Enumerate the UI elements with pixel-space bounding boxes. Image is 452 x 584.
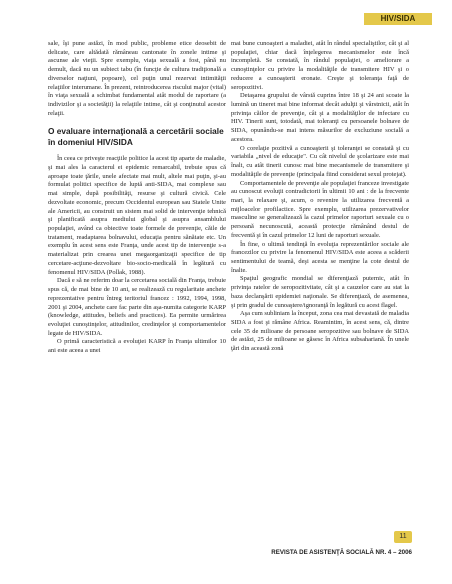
paragraph: Detaşarea grupului de vârstă cuprins între 18 şi 24 ani scoate la lumină un tineret mai bine informat decât adulţii şi vârstnicii, atât în privinţa căilor de prevenţie, cât şi a modalităţilor de infectare cu HIV. Tinerii sunt, totodată, mai toleranţi cu persoanele bolnave de SIDA, opunându-se mai intens măsurilor de excluziune socială a acestora.	[231, 92, 409, 143]
paragraph: Spaţiul geografic mondial se diferenţiază puternic, atât în privinţa ratelor de seropozitivitate, cât şi a cauzelor care au stat la baza declanşării epidemiei naţionale. Se diferenţiază, de asemenea, şi prin gradul de cunoaştere/ignoranţă în legătură cu acest flagel.	[231, 275, 409, 309]
paragraph: O corelaţie pozitivă a cunoaşterii şi toleranţei se constată şi cu variabila „nivel de educaţie". Cu cât nivelul de şcolarizare este mai înalt, cu atât tinerii cunosc mai bine mecanismele de transmitere şi modalităţile de prevenţie (principala fiind considerat sexul protejat).	[231, 144, 409, 178]
paragraph: Aşa cum subliniam la început, zona cea mai devastată de maladia SIDA a fost şi rămâne Africa. Reamintim, în acest sens, că, dintre cele 35 de milioane de persoane seropozitive sau bolnave de SIDA de astăzi, 25 de milioane se găsesc în Africa subsahariană. În unele ţări din această zonă	[231, 310, 409, 353]
page-number: 11	[394, 531, 412, 543]
section-badge: HIV/SIDA	[364, 13, 432, 25]
paragraph: Comportamentele de prevenţie ale populaţiei franceze investigate au cunoscut evoluţii contradictorii în ultimii 10 ani : de la frecvente mari, la relaxare şi, acum, o revenire la utilizarea frecventă a mijloacelor profilactice. Spre exemplu, utilizarea prezervativelor masculine se generalizează la cazul primelor raporturi sexuale cu o persoană necunoscută, această protecţie rămânând destul de frecventă şi în cazul primelor 12 luni de raporturi sexuale.	[231, 179, 409, 239]
right-column	[231, 40, 409, 354]
paragraph: O primă caracteristică a evoluţiei KARP în Franţa ultimilor 10 ani este aceea a unei	[48, 338, 226, 355]
journal-footer: REVISTA DE ASISTENŢĂ SOCIALĂ NR. 4 – 2006	[271, 549, 412, 556]
paragraph: sale, îşi pune astăzi, în mod public, probleme etice deosebit de delicate, care altădată rămâneau cantonate în zonele intime şi ascunse ale vieţii. Spre exemplu, viaţa sexuală a fost, până nu demult, dacă nu un subiect tabu (în funcţie de cultura tradiţională a diverselor naţiuni, popoare), cel puţin unul rezervat intimităţii relaţiilor interumane. În prezent, reintroducerea riscului major (vital) în viaţa sexuală a schimbat fundamental atât modul de raportare (a indivizilor şi a societăţii) la relaţiile intime, cât şi conţinutul acestor relaţii.	[48, 40, 226, 117]
paragraph: Dacă e să ne referim doar la cercetarea socială din Franţa, trebuie spus că, de mai bine de 10 ani, se realizează cu regularitate anchete reprezentative pentru întreg teritoriul francez : 1992, 1994, 1998, 2001 şi 2004, anchete care fac parte din aşa-numita categorie KARP (knowledge, attitudes, beliefs and practices). Ea permite urmărirea evoluţiei cunoştinţelor, atitudinilor, credinţelor şi comportamentelor legate de HIV/SIDA.	[48, 277, 226, 337]
paragraph: În fine, o ultimă tendinţă în evoluţia reprezentărilor sociale ale francezilor cu privire la fenomenul HIV/SIDA este aceea a scăderii sentimentului de teamă, deşi acesta se menţine la cote destul de înalte.	[231, 240, 409, 274]
paragraph: În ceea ce priveşte reacţiile politice la acest tip aparte de maladie, şi mai ales la caracterul ei epidemic remarcabil, trebuie spus că aproape toate ţările, unele afectate mai mult, altele mai puţin, şi-au formulat politici specifice de luptă anti-SIDA, mai complexe sau mai simple, după posibilităţi, resurse şi cultură civică. Cele dezvoltate economic, precum Occidentul european sau Statele Unite ale Americii, au construit un sistem mai solid de intervenţie tehnică şi planificată asupra mediului global şi asupra ansamblului populaţiei, având ca obiective toate formele de prevenţie, căile de tratament, readaptarea bolnavului, educaţia pentru sănătate etc. Un exemplu în acest sens este Franţa, unde acest tip de intervenţie s-a materializat prin crearea unei megaorganizaţii specifice de tip cercetare-acţiune-dezvoltare bio-socio-medicală în legătură cu fenomenul HIV/SIDA (Pollak, 1988).	[48, 155, 226, 276]
paragraph: mai bune cunoaşteri a maladiei, atât în rândul specialiştilor, cât şi al populaţiei, chiar dacă înţelegerea mecanismelor este încă incompletă. Se constată, în rândul populaţiei, o ameliorare a cunoştinţelor cu privire la modalităţile de transmitere HIV şi o reducere a cunoaşterii eronate. Creşte şi toleranţa faţă de seropozitivi.	[231, 40, 409, 91]
left-column	[48, 40, 226, 356]
section-heading: O evaluare internaţională a cercetării sociale în domeniul HIV/SIDA	[48, 126, 224, 147]
